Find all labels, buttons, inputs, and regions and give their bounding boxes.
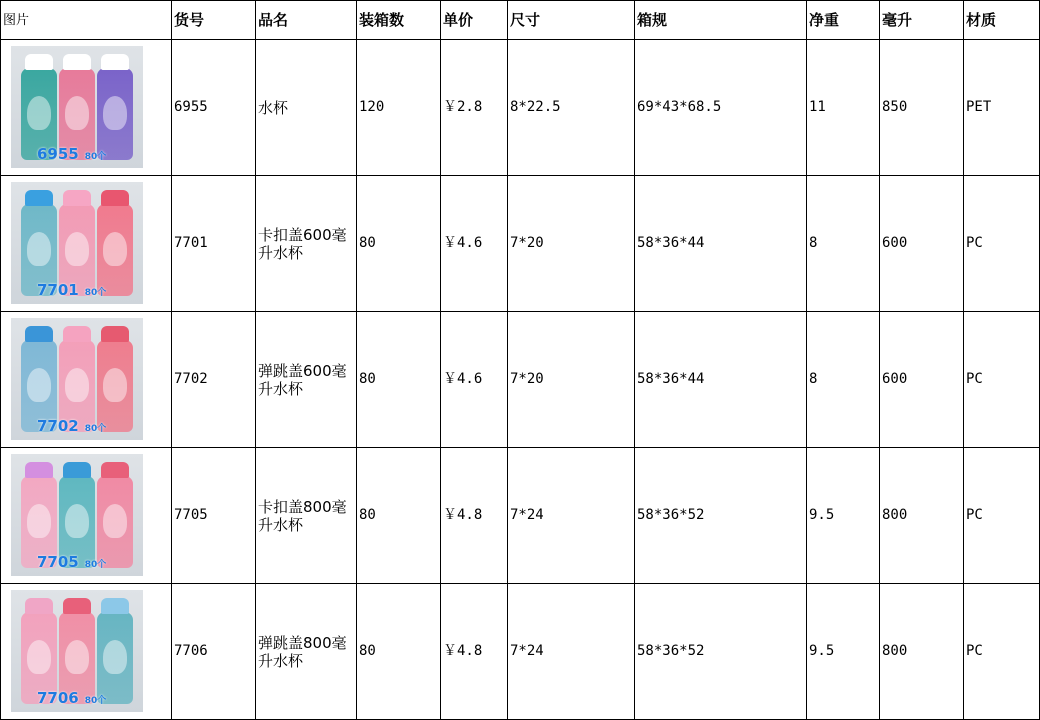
cell-carton: 58*36*52 (635, 448, 807, 584)
cell-size: 7*20 (508, 176, 635, 312)
cell-price: ￥2.8 (441, 40, 508, 176)
cell-material: PC (964, 312, 1040, 448)
product-photo-cell (1, 176, 172, 312)
table-row (1, 176, 1040, 312)
photo-count: 80个 (84, 696, 107, 706)
cell-name: 弹跳盖800毫升水杯 (256, 584, 357, 720)
header-price: 单价 (441, 1, 508, 40)
cell-ml: 850 (880, 40, 964, 176)
cell-size: 7*20 (508, 312, 635, 448)
cell-name: 水杯 (256, 40, 357, 176)
cell-pack: 80 (357, 448, 441, 584)
cell-ml: 800 (880, 448, 964, 584)
table-row (1, 584, 1040, 720)
cell-code: 6955 (172, 40, 256, 176)
cell-material: PC (964, 448, 1040, 584)
photo-count: 80个 (84, 288, 107, 298)
photo-code: 7705 (37, 553, 79, 571)
cell-price: ￥4.8 (441, 584, 508, 720)
product-photo (11, 590, 143, 712)
cell-weight: 8 (807, 176, 880, 312)
cell-ml: 800 (880, 584, 964, 720)
product-photo (11, 182, 143, 304)
cell-material: PET (964, 40, 1040, 176)
photo-code: 7702 (37, 417, 79, 435)
photo-code: 7701 (37, 281, 79, 299)
cell-carton: 69*43*68.5 (635, 40, 807, 176)
table-row (1, 448, 1040, 584)
table-row (1, 312, 1040, 448)
cell-weight: 9.5 (807, 584, 880, 720)
cell-size: 7*24 (508, 584, 635, 720)
photo-code-label (37, 146, 106, 166)
product-photo (11, 46, 143, 168)
header-carton: 箱规 (635, 1, 807, 40)
cell-code: 7702 (172, 312, 256, 448)
cell-price: ￥4.6 (441, 176, 508, 312)
photo-code-label (37, 282, 106, 302)
cell-name: 卡扣盖800毫升水杯 (256, 448, 357, 584)
header-size: 尺寸 (508, 1, 635, 40)
header-ml: 毫升 (880, 1, 964, 40)
cell-price: ￥4.6 (441, 312, 508, 448)
product-photo (11, 454, 143, 576)
header-pack: 装箱数 (357, 1, 441, 40)
photo-code: 6955 (37, 145, 79, 163)
header-image: 图片 (1, 1, 172, 40)
cell-material: PC (964, 176, 1040, 312)
photo-code-label (37, 418, 106, 438)
cell-carton: 58*36*44 (635, 312, 807, 448)
cell-weight: 8 (807, 312, 880, 448)
cell-code: 7706 (172, 584, 256, 720)
header-row (1, 1, 1040, 40)
cell-code: 7701 (172, 176, 256, 312)
product-photo-cell (1, 584, 172, 720)
cell-pack: 120 (357, 40, 441, 176)
cell-code: 7705 (172, 448, 256, 584)
product-photo (11, 318, 143, 440)
photo-code-label (37, 554, 106, 574)
product-photo-cell (1, 40, 172, 176)
cell-pack: 80 (357, 584, 441, 720)
cell-material: PC (964, 584, 1040, 720)
header-weight: 净重 (807, 1, 880, 40)
cell-size: 8*22.5 (508, 40, 635, 176)
product-photo-cell (1, 448, 172, 584)
cell-weight: 9.5 (807, 448, 880, 584)
header-name: 品名 (256, 1, 357, 40)
product-photo-cell (1, 312, 172, 448)
cell-weight: 11 (807, 40, 880, 176)
cell-name: 弹跳盖600毫升水杯 (256, 312, 357, 448)
photo-code-label (37, 690, 106, 710)
photo-code: 7706 (37, 689, 79, 707)
cell-name: 卡扣盖600毫升水杯 (256, 176, 357, 312)
cell-size: 7*24 (508, 448, 635, 584)
cell-carton: 58*36*52 (635, 584, 807, 720)
photo-count: 80个 (84, 152, 107, 162)
photo-count: 80个 (84, 424, 107, 434)
header-material: 材质 (964, 1, 1040, 40)
cell-ml: 600 (880, 176, 964, 312)
cell-pack: 80 (357, 176, 441, 312)
table-body (1, 40, 1040, 720)
table-row (1, 40, 1040, 176)
cell-pack: 80 (357, 312, 441, 448)
header-code: 货号 (172, 1, 256, 40)
cell-price: ￥4.8 (441, 448, 508, 584)
cell-carton: 58*36*44 (635, 176, 807, 312)
cell-ml: 600 (880, 312, 964, 448)
photo-count: 80个 (84, 560, 107, 570)
